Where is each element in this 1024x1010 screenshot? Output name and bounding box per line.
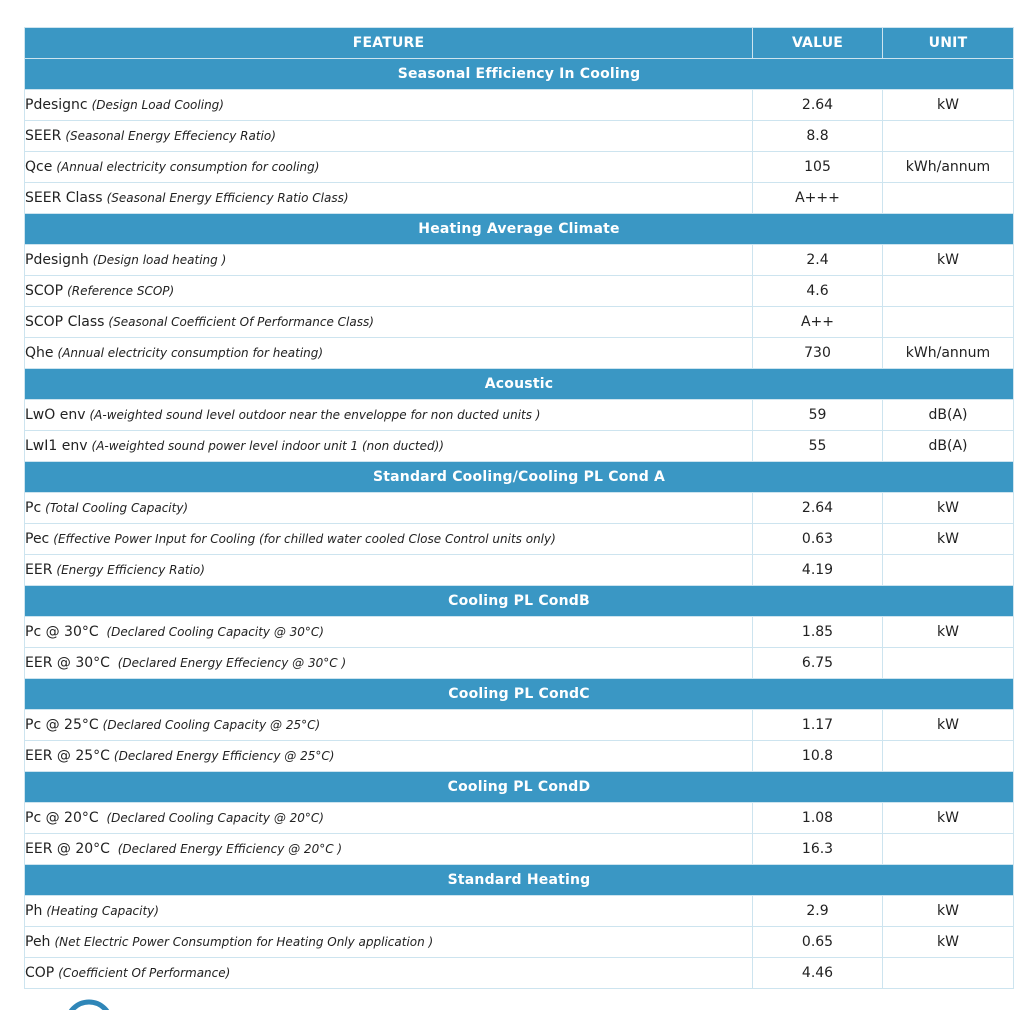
value-cell: 4.46 [753,958,883,989]
table-body [25,59,1014,989]
feature-description: (A-weighted sound level outdoor near the enveloppe for non ducted units ) [89,408,541,422]
feature-cell [25,493,753,524]
feature-name: Pc @ 25°C [25,717,99,733]
feature-name: SCOP [25,283,64,299]
feature-name: Ph [25,903,43,919]
header-value: VALUE [753,28,883,59]
feature-description: (Declared Energy Effeciency @ 30°C ) [113,656,347,670]
feature-name: Qhe [25,345,54,361]
table-row [25,431,1014,462]
table-row [25,648,1014,679]
feature-cell [25,803,753,834]
table-row [25,245,1014,276]
header-feature: FEATURE [25,28,753,59]
table-row [25,524,1014,555]
value-cell: 55 [753,431,883,462]
unit-cell: kW [883,493,1014,524]
unit-cell [883,183,1014,214]
feature-name: Qce [25,159,53,175]
feature-cell [25,648,753,679]
feature-cell [25,121,753,152]
value-cell: 2.64 [753,90,883,121]
feature-cell [25,710,753,741]
unit-cell: kW [883,617,1014,648]
feature-description: (Annual electricity consumption for cooling) [56,160,320,174]
feature-name: SEER [25,128,62,144]
feature-description: (Annual electricity consumption for heating) [57,346,324,360]
section-header-row [25,586,1014,617]
table-row [25,896,1014,927]
feature-name: SEER Class [25,190,103,206]
feature-description: (Coefficient Of Performance) [58,966,231,980]
table-row [25,741,1014,772]
feature-name: Pc @ 30°C [25,624,99,640]
feature-name: LwI1 env [25,438,88,454]
table-row [25,803,1014,834]
feature-cell [25,834,753,865]
table-row [25,958,1014,989]
feature-cell [25,152,753,183]
unit-cell: kW [883,927,1014,958]
section-header-row [25,462,1014,493]
feature-cell [25,338,753,369]
feature-description: (Declared Cooling Capacity @ 25°C) [102,718,321,732]
table-row [25,121,1014,152]
value-cell: 16.3 [753,834,883,865]
feature-name: Pc @ 20°C [25,810,99,826]
feature-cell [25,183,753,214]
table-row [25,152,1014,183]
feature-name: LwO env [25,407,86,423]
feature-cell [25,927,753,958]
table-row [25,338,1014,369]
feature-name: EER @ 25°C [25,748,110,764]
unit-cell [883,307,1014,338]
value-cell: 730 [753,338,883,369]
feature-name: Pdesignc [25,97,88,113]
value-cell: 8.8 [753,121,883,152]
feature-cell [25,896,753,927]
spec-table [24,27,1014,989]
feature-description: (Seasonal Coefficient Of Performance Class) [108,315,374,329]
section-title: Heating Average Climate [25,214,1014,245]
value-cell: 1.08 [753,803,883,834]
section-header-row [25,865,1014,896]
feature-cell [25,524,753,555]
unit-cell [883,555,1014,586]
feature-description: (Net Electric Power Consumption for Heating Only application ) [54,935,434,949]
unit-cell: kW [883,896,1014,927]
section-title: Cooling PL CondC [25,679,1014,710]
table-row [25,400,1014,431]
feature-description: (Total Cooling Capacity) [45,501,189,515]
table-row [25,276,1014,307]
table-row [25,90,1014,121]
unit-cell: kW [883,524,1014,555]
value-cell: 1.17 [753,710,883,741]
unit-cell [883,121,1014,152]
unit-cell [883,958,1014,989]
feature-description: (A-weighted sound power level indoor unit 1 (non ducted)) [91,439,444,453]
feature-cell [25,400,753,431]
unit-cell: kW [883,90,1014,121]
value-cell: 0.63 [753,524,883,555]
feature-name: EER @ 20°C [25,841,110,857]
value-cell: 2.9 [753,896,883,927]
table-header-row [25,28,1014,59]
table-row [25,710,1014,741]
unit-cell [883,834,1014,865]
unit-cell: kW [883,245,1014,276]
feature-description: (Design load heating ) [92,253,227,267]
section-title: Seasonal Efficiency In Cooling [25,59,1014,90]
feature-name: SCOP Class [25,314,105,330]
feature-cell [25,741,753,772]
table-row [25,834,1014,865]
value-cell: 59 [753,400,883,431]
feature-name: EER @ 30°C [25,655,110,671]
section-header-row [25,369,1014,400]
feature-cell [25,245,753,276]
section-header-row [25,214,1014,245]
unit-cell: kWh/annum [883,152,1014,183]
unit-cell [883,276,1014,307]
table-row [25,493,1014,524]
value-cell: 105 [753,152,883,183]
value-cell: 2.64 [753,493,883,524]
feature-cell [25,617,753,648]
unit-cell [883,741,1014,772]
unit-cell: kW [883,710,1014,741]
unit-cell: kW [883,803,1014,834]
feature-description: (Declared Energy Efficiency @ 25°C) [113,749,335,763]
feature-description: (Seasonal Energy Efficiency Ratio Class) [106,191,349,205]
section-header-row [25,59,1014,90]
section-title: Standard Cooling/Cooling PL Cond A [25,462,1014,493]
value-cell: 6.75 [753,648,883,679]
feature-description: (Energy Efficiency Ratio) [56,563,205,577]
feature-cell [25,431,753,462]
table-row [25,307,1014,338]
feature-name: Pdesignh [25,252,89,268]
feature-cell [25,90,753,121]
section-title: Cooling PL CondD [25,772,1014,803]
feature-name: COP [25,965,55,981]
feature-description: (Declared Cooling Capacity @ 20°C) [102,811,324,825]
value-cell: 10.8 [753,741,883,772]
value-cell: A+++ [753,183,883,214]
unit-cell: dB(A) [883,431,1014,462]
value-cell: A++ [753,307,883,338]
unit-cell: kWh/annum [883,338,1014,369]
feature-cell [25,958,753,989]
feature-description: (Effective Power Input for Cooling (for chilled water cooled Close Control units only) [53,532,556,546]
feature-description: (Declared Energy Efficiency @ 20°C ) [113,842,343,856]
feature-cell [25,276,753,307]
unit-cell: dB(A) [883,400,1014,431]
section-title: Cooling PL CondB [25,586,1014,617]
section-title: Acoustic [25,369,1014,400]
feature-description: (Heating Capacity) [46,904,159,918]
circle-logo-icon-svg [64,998,114,1010]
feature-description: (Declared Cooling Capacity @ 30°C) [102,625,324,639]
value-cell: 4.6 [753,276,883,307]
circle-logo-icon [64,998,114,1010]
value-cell: 1.85 [753,617,883,648]
unit-cell [883,648,1014,679]
feature-description: (Reference SCOP) [67,284,175,298]
feature-name: Pc [25,500,42,516]
value-cell: 2.4 [753,245,883,276]
feature-cell [25,307,753,338]
table-row [25,183,1014,214]
value-cell: 0.65 [753,927,883,958]
feature-name: Peh [25,934,51,950]
header-unit: UNIT [883,28,1014,59]
section-title: Standard Heating [25,865,1014,896]
feature-description: (Seasonal Energy Effeciency Ratio) [65,129,276,143]
table-row [25,617,1014,648]
feature-cell [25,555,753,586]
value-cell: 4.19 [753,555,883,586]
feature-description: (Design Load Cooling) [91,98,224,112]
feature-name: Pec [25,531,50,547]
section-header-row [25,772,1014,803]
feature-name: EER [25,562,53,578]
table-row [25,555,1014,586]
table-row [25,927,1014,958]
section-header-row [25,679,1014,710]
